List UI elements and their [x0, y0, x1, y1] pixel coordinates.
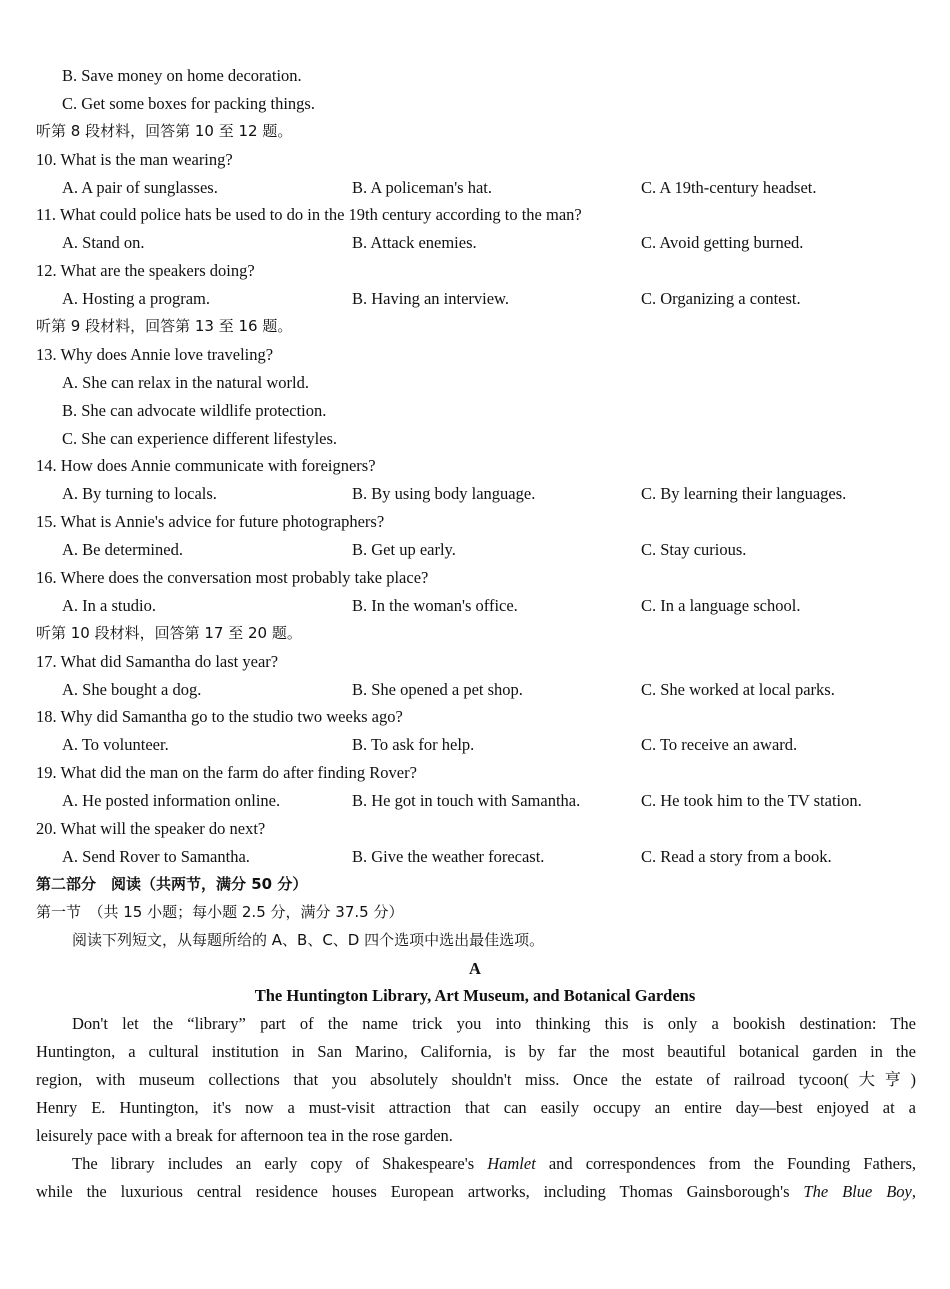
option-q9-b: B. Save money on home decoration. [62, 66, 302, 85]
option-a: A. Send Rover to Samantha. [62, 846, 250, 866]
section-one-heading: 第一节 （共 15 小题；每小题 2.5 分，满分 37.5 分） [36, 902, 404, 921]
options-q17 [0, 676, 950, 704]
paragraph-1-line-4: Henry E. Huntington, it's now a must-visit attraction that can easily occupy an entire day—best enjoyed at a [36, 1098, 916, 1117]
question-11: 11. What could police hats be used to do in the 19th century according to the man? [36, 205, 582, 225]
question-17: 17. What did Samantha do last year? [36, 651, 279, 671]
question-18: 18. Why did Samantha go to the studio two weeks ago? [36, 707, 403, 727]
text-run: while the luxurious central residence houses European artworks, including Thomas Gainsborough's [36, 1181, 804, 1201]
option-c: C. Avoid getting burned. [641, 233, 804, 253]
text-run: , [911, 1181, 916, 1201]
options-q11 [0, 229, 950, 257]
option-b: B. By using body language. [352, 484, 536, 504]
blue-boy-title: The Blue Boy [803, 1181, 912, 1201]
paragraph-1-line-1: Don't let the “library” part of the name trick you into thinking this is only a bookish destination: The [72, 1014, 916, 1034]
question-12: 12. What are the speakers doing? [36, 261, 255, 281]
option-c: C. Read a story from a book. [641, 846, 832, 866]
option-q13-a: A. She can relax in the natural world. [62, 372, 309, 392]
option-q13-b: B. She can advocate wildlife protection. [62, 400, 327, 420]
section-instruction-10: 听第 10 段材料，回答第 17 至 20 题。 [36, 623, 302, 642]
options-q15 [0, 536, 950, 564]
text-run: and correspondences from the Founding Fathers, [535, 1153, 917, 1173]
option-b: B. Having an interview. [352, 289, 510, 309]
question-19: 19. What did the man on the farm do after finding Rover? [36, 763, 417, 783]
section-instruction-9: 听第 9 段材料，回答第 13 至 16 题。 [36, 317, 293, 336]
option-c: C. In a language school. [641, 595, 801, 615]
option-b: B. A policeman's hat. [352, 177, 493, 197]
option-a: A. Stand on. [62, 233, 145, 253]
option-b: B. To ask for help. [352, 735, 475, 755]
option-a: A. A pair of sunglasses. [62, 177, 218, 197]
options-q10 [0, 174, 950, 202]
options-q18 [0, 731, 950, 759]
option-b: B. He got in touch with Samantha. [352, 791, 581, 811]
option-b: B. Get up early. [352, 540, 456, 560]
paragraph-1-line-2: Huntington, a cultural institution in San Marino, California, is by far the most beautiful botanical garden in the [36, 1042, 916, 1062]
paragraph-1-line-5: leisurely pace with a break for afternoon tea in the rose garden. [36, 1125, 453, 1145]
passage-letter: A [469, 958, 481, 978]
passage-title: The Huntington Library, Art Museum, and Botanical Gardens [254, 986, 696, 1006]
paragraph-1-line-3: region, with museum collections that you absolutely shouldn't miss. Once the estate of railroad tycoon(大亨) [36, 1070, 916, 1090]
options-q20 [0, 843, 950, 871]
option-a: A. In a studio. [62, 595, 156, 615]
option-c: C. She worked at local parks. [641, 679, 835, 699]
option-c: C. Stay curious. [641, 540, 747, 560]
question-10: 10. What is the man wearing? [36, 149, 233, 169]
passage-body [0, 1010, 950, 1289]
question-16: 16. Where does the conversation most probably take place? [36, 568, 429, 588]
option-c: C. A 19th-century headset. [641, 177, 817, 197]
option-a: A. Be determined. [62, 540, 183, 560]
paragraph-2-line-2 [36, 1178, 916, 1206]
text-run: The library includes an early copy of Shakespeare's [72, 1153, 488, 1173]
reading-instruction: 阅读下列短文，从每题所给的 A、B、C、D 四个选项中选出最佳选项。 [72, 930, 545, 949]
options-q12 [0, 285, 950, 313]
exam-page [0, 62, 950, 1289]
option-a: A. To volunteer. [62, 735, 169, 755]
option-a: A. Hosting a program. [62, 289, 211, 309]
option-b: B. She opened a pet shop. [352, 679, 523, 699]
paragraph-1 [36, 1010, 916, 1150]
option-b: B. In the woman's office. [352, 595, 518, 615]
option-q9-c: C. Get some boxes for packing things. [62, 93, 315, 113]
options-q19 [0, 787, 950, 815]
options-q16 [0, 592, 950, 620]
paragraph-2-line-1 [36, 1150, 916, 1178]
paragraph-2 [36, 1150, 916, 1206]
option-b: B. Attack enemies. [352, 233, 477, 253]
question-20: 20. What will the speaker do next? [36, 819, 266, 839]
option-c: C. By learning their languages. [641, 484, 847, 504]
option-a: A. She bought a dog. [62, 679, 202, 699]
option-q13-c: C. She can experience different lifestyles. [62, 428, 338, 448]
option-c: C. He took him to the TV station. [641, 791, 862, 811]
option-a: A. He posted information online. [62, 791, 281, 811]
option-a: A. By turning to locals. [62, 484, 217, 504]
option-c: C. To receive an award. [641, 735, 798, 755]
section-instruction-8: 听第 8 段材料，回答第 10 至 12 题。 [36, 121, 293, 140]
question-15: 15. What is Annie's advice for future photographers? [36, 512, 385, 532]
option-b: B. Give the weather forecast. [352, 846, 545, 866]
question-14: 14. How does Annie communicate with foreigners? [36, 456, 376, 476]
hamlet-title: Hamlet [487, 1153, 536, 1173]
options-q14 [0, 480, 950, 508]
part-two-heading: 第二部分 阅读（共两节，满分 50 分） [36, 874, 308, 893]
option-c: C. Organizing a contest. [641, 289, 801, 309]
question-13: 13. Why does Annie love traveling? [36, 344, 274, 364]
